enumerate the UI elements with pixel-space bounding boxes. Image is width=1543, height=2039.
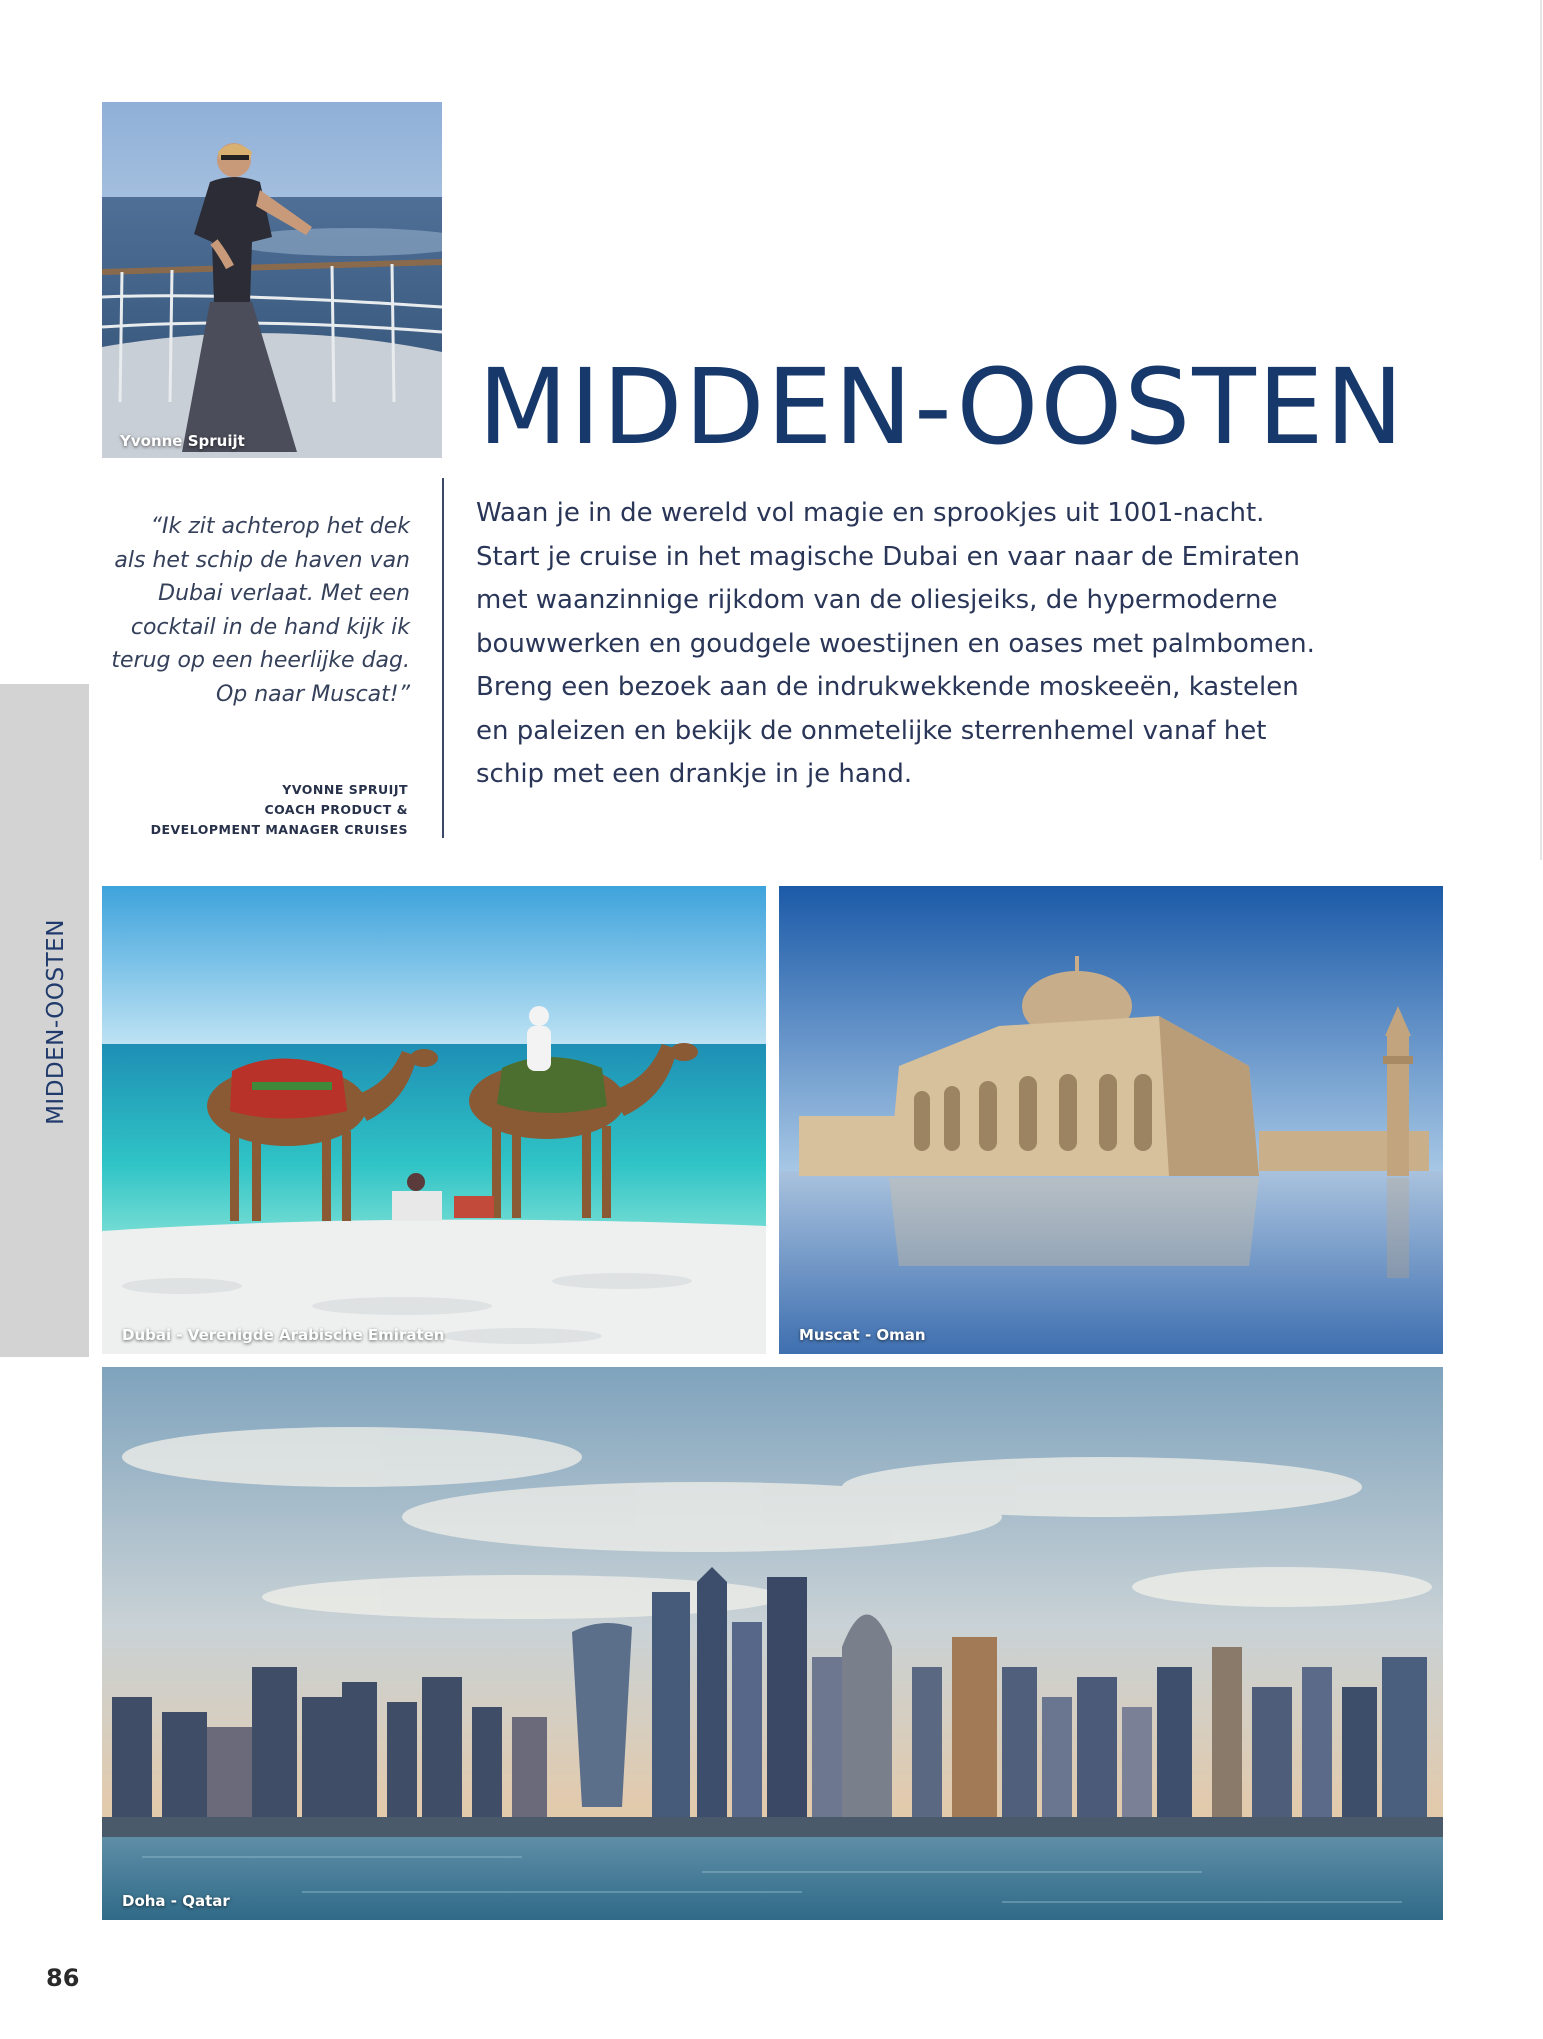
intro-text: Waan je in de wereld vol magie en sprookjes uit 1001-nacht. Start je cruise in het magische Dubai en vaar naar de Emiraten met waanzinnige rijkdom van de oliesjeiks, de hypermoderne bouwwerken en goudgele woestijnen en oases met palmbomen. Breng een bezoek aan de indrukwekkende moskeeën, kastelen en paleizen en bekijk de onmetelijke sterrenhemel vanaf het schip met een drankje in je hand. (476, 498, 1315, 789)
attribution-role-line2: DEVELOPMENT MANAGER CRUISES (150, 822, 408, 837)
side-tab-label: MIDDEN-OOSTEN (43, 919, 69, 1125)
quote: “Ik zit achterop het dek als het schip de haven van Dubai verlaat. Met een cocktail in de hand kijk ik terug op een heerlijke dag. Op naar Muscat!” (111, 514, 410, 707)
dubai-photo (102, 886, 766, 1354)
muscat-photo (779, 886, 1443, 1354)
attribution-role-line1: COACH PRODUCT & (264, 802, 408, 817)
muscat-caption: Muscat - Oman (799, 1326, 926, 1344)
dubai-caption: Dubai - Verenigde Arabische Emiraten (122, 1326, 445, 1344)
attribution (110, 780, 408, 840)
page-edge-line (1540, 0, 1542, 860)
portrait-caption: Yvonne Spruijt (120, 432, 245, 450)
attribution-name: YVONNE SPRUIJT (282, 782, 408, 797)
page-number: 86 (46, 1964, 80, 1992)
page-title: MIDDEN-OOSTEN (478, 346, 1406, 468)
doha-caption: Doha - Qatar (122, 1892, 230, 1910)
portrait-photo (102, 102, 442, 458)
divider (442, 478, 444, 838)
doha-photo (102, 1367, 1443, 1920)
